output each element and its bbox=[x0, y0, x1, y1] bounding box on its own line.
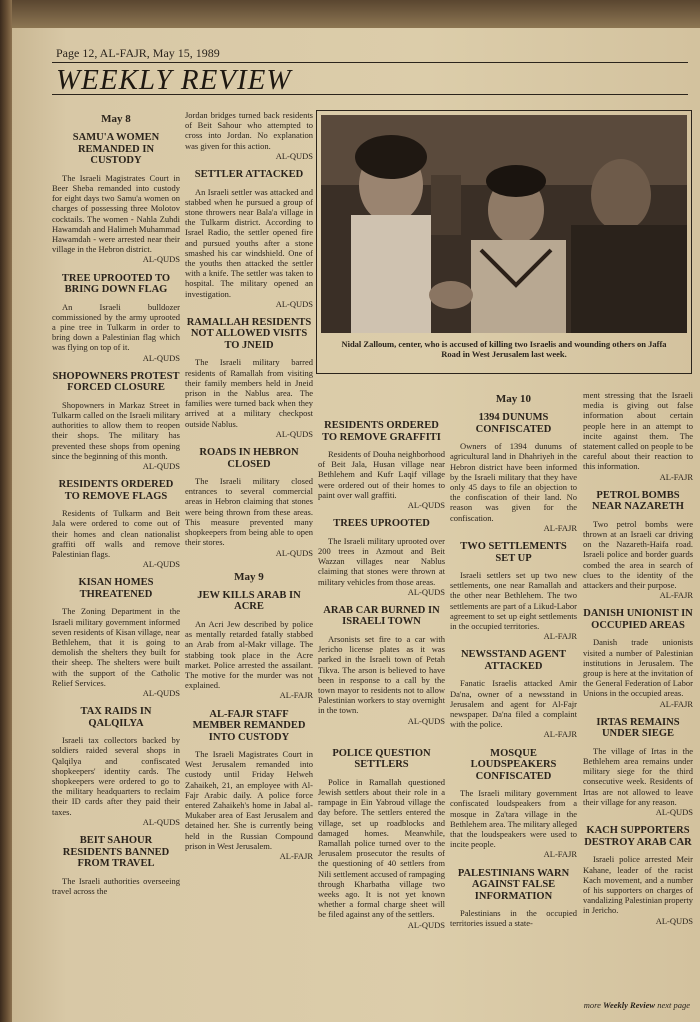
article-source: AL-FAJR bbox=[279, 851, 313, 862]
article-headline: 1394 DUNUMS CONFISCATED bbox=[475, 412, 552, 435]
article-headline: TWO SETTLEMENTS SET UP bbox=[460, 541, 567, 564]
article-body: Two petrol bombs were thrown at an Israeli car driving on the Nazareth-Haifa road. Israeli police and border guards combed the area in search of clues to the identity of the attackers and their purpose. bbox=[583, 518, 693, 591]
page-folio: Page 12, AL-FAJR, May 15, 1989 bbox=[56, 46, 220, 60]
column-5 bbox=[583, 390, 693, 928]
article-source: AL-QUDS bbox=[407, 500, 445, 511]
article-body: Israeli police arrested Meir Kahane, leader of the racist Kach movement, and a number of his supporters on charges of vandalizing Palestinian property in Jericho. bbox=[583, 854, 693, 916]
article-body: The Israeli military barred residents of Ramallah from visiting their family members held in Jneid prison in the Nablus area. The families were turned back when they arrived at a military checkpost outside Nablus. bbox=[185, 357, 313, 429]
article-headline: MOSQUE LOUDSPEAKERS CONFISCATED bbox=[470, 747, 557, 782]
article-headline: RESIDENTS ORDERED TO REMOVE FLAGS bbox=[58, 479, 174, 502]
article-body: Fanatic Israelis attacked Amir Da'na, owner of a newsstand in Jerusalem and agent for Al-Fajr newspaper. Da'na filed a complaint with the police. bbox=[450, 678, 577, 730]
article-body: An Israeli settler was attacked and stabbed when he pursued a group of stone throwers near Bala'a village in the Tulkarm district. According to Israel Radio, the settler opened fire and pursued youths after a stone smashed his car windshield. One of the youths then attacked the settler with a knife. The settler was taken to hospital. The military opened an investigation. bbox=[185, 186, 313, 299]
article-source: AL-FAJR bbox=[543, 522, 577, 533]
photo-illustration bbox=[321, 115, 687, 333]
article-source: AL-QUDS bbox=[407, 715, 445, 726]
article-source: AL-FAJR bbox=[659, 698, 693, 709]
article-headline: RESIDENTS ORDERED TO REMOVE GRAFFITI bbox=[322, 420, 441, 443]
article-body-continued: Jordan bridges turned back residents of Beit Sahour who attempted to cross into Jordan. No explanation was given for this action. bbox=[185, 110, 313, 151]
newspaper-page bbox=[12, 28, 700, 1022]
article-headline: SAMU'A WOMEN REMANDED IN CUSTODY bbox=[72, 132, 160, 167]
header-rule-top bbox=[52, 62, 688, 63]
article-source: AL-QUDS bbox=[407, 919, 445, 930]
article-body: The Israeli military government confiscated loudspeakers from a mosque in Za'tara village in the Bethlehem area. The military alleged that the loudspeakers were used to incite people. bbox=[450, 788, 577, 850]
article-source: AL-FAJR bbox=[543, 729, 577, 740]
date-heading: May 8 bbox=[101, 113, 131, 125]
article-headline: ARAB CAR BURNED IN ISRAELI TOWN bbox=[323, 604, 440, 628]
article-body: An Israeli bulldozer commissioned by the army uprooted a pine tree in Tulkarm in order to bring down a Palestinian flag which was flying on top of it. bbox=[52, 301, 180, 353]
article-body: The Israeli Magistrates Court in Beer Sheba remanded into custody for eight days two Samu'a women on charges of possessing three Molotov cocktails. The women - Nahla Zuhdi Hawamdah and Halimeh Muhammad Hawamdah - were arrested near their village in the Hebron district. bbox=[52, 172, 180, 255]
article-headline: PALESTINIANS WARN AGAINST FALSE INFORMATION bbox=[457, 867, 570, 902]
article-source: AL-QUDS bbox=[275, 150, 313, 161]
article-headline: JEW KILLS ARAB IN ACRE bbox=[197, 589, 301, 613]
article-body: The Israeli military closed entrances to several commercial areas in Hebron claiming that stones were being thrown from these areas. This measure prevented many shopkeepers from being able to open their stores. bbox=[185, 476, 313, 548]
article-body-continued: ment stressing that the Israeli media is giving out false information about certain people here in an attempt to incite against them. The statement called on people to be careful about their reaction to this information. bbox=[583, 390, 693, 472]
continued-suffix: next page bbox=[657, 1000, 690, 1010]
article-source: AL-QUDS bbox=[142, 559, 180, 570]
article-headline: DANISH UNIONIST IN OCCUPIED AREAS bbox=[583, 608, 693, 631]
article-source: AL-QUDS bbox=[655, 915, 693, 926]
article-body: The village of Irtas in the Bethlehem area remains under military siege for the third consecutive week. Residents of Irtas are not allowed to leave their village for any reason. bbox=[583, 745, 693, 807]
article-body: The Israeli authorities overseeing travel across the bbox=[52, 875, 180, 896]
article-headline: RAMALLAH RESIDENTS NOT ALLOWED VISITS TO JNEID bbox=[186, 316, 312, 351]
page-binding bbox=[0, 0, 12, 1022]
article-headline: AL-FAJR STAFF MEMBER REMANDED INTO CUSTODY bbox=[192, 708, 306, 743]
article-source: AL-QUDS bbox=[142, 460, 180, 471]
article-headline: TREES UPROOTED bbox=[333, 518, 430, 530]
date-heading: May 9 bbox=[234, 570, 264, 583]
article-headline: TAX RAIDS IN QALQILYA bbox=[80, 706, 152, 729]
continued-prefix: more bbox=[583, 1000, 601, 1010]
section-title: WEEKLY REVIEW bbox=[56, 64, 292, 96]
article-headline: ROADS IN HEBRON CLOSED bbox=[199, 447, 299, 470]
article-body: Palestinians in the occupied territories issued a state- bbox=[450, 908, 577, 929]
news-photo-frame bbox=[316, 110, 692, 374]
article-body: Police in Ramallah questioned Jewish settlers about their role in a rampage in Ein Yabroud village the day before. The settlers entered the village, set up roadblocks and damaged homes. Meanwhile, Ramallah police turned over to the Jerusalem prosecutor the results of the questioning of 40 settlers from Nili settlement accused of rampaging through Kharbatha village two weeks ago. It is not yet known whether a formal charge sheet will be filed against any of the settlers. bbox=[318, 776, 445, 920]
article-headline: IRTAS REMAINS UNDER SIEGE bbox=[596, 716, 680, 740]
article-body: Danish trade unionists visited a number of Palestinian institutions in Jerusalem. The group is here at the invitation of the General Federation of Labor Unions in the occupied areas. bbox=[583, 637, 693, 699]
date-heading: May 10 bbox=[495, 393, 532, 405]
article-source: AL-FAJR bbox=[659, 471, 693, 482]
article-body: An Acri Jew described by police as mentally retarded fatally stabbed an Arab from al-Makr village. The stabbing took place in the Acre market. Police arrested the assailant. The motive for the murder was not explained. bbox=[185, 618, 313, 691]
column-2 bbox=[185, 110, 313, 863]
previous-page-edge bbox=[12, 0, 700, 28]
article-source: AL-QUDS bbox=[142, 254, 180, 265]
article-source: AL-FAJR bbox=[543, 631, 577, 642]
article-headline: NEWSSTAND AGENT ATTACKED bbox=[460, 649, 567, 672]
photo-caption: Nidal Zalloum, center, who is accused of killing two Israelis and wounding others on Jaffa Road in West Jerusalem last week. bbox=[341, 339, 667, 359]
article-source: AL-FAJR bbox=[279, 690, 313, 701]
article-body: The Israeli Magistrates Court in West Jerusalem remanded into custody until Friday Helweh Zahaikeh, 21, an employee with Al-Fajr Arabic daily. A police force entered Zahaikeh's home in Jabal al-Mukaber area of East Jerusalem and detained her. She is currently being held in the Russian Compound prison in West Jerusalem. bbox=[185, 749, 313, 851]
article-source: AL-QUDS bbox=[275, 547, 313, 558]
article-headline: KISAN HOMES THREATENED bbox=[78, 577, 154, 600]
article-body: Israeli settlers set up two new settlements, one near Ramallah and the other near Bethlehem. The two settlements are part of a Likud-Labor agreement to set up eight settlements in the occupied territories. bbox=[450, 570, 577, 632]
article-body: Residents of Tulkarm and Beit Jala were ordered to come out of their homes and clean nationalist graffiti off walls and remove Palestinian flags. bbox=[52, 508, 180, 559]
article-headline: BEIT SAHOUR RESIDENTS BANNED FROM TRAVEL bbox=[62, 835, 170, 870]
article-body: The Zoning Department in the Israeli military government informed seven residents of Kisan village, near Bethlehem, that it is going to demolish the shelters they built for their sheep. The shelters were built with the support of the Catholic Relief Services. bbox=[52, 606, 180, 688]
column-3 bbox=[318, 390, 445, 932]
column-1 bbox=[52, 110, 180, 896]
article-headline: POLICE QUESTION SETTLERS bbox=[332, 747, 431, 771]
news-photo bbox=[321, 115, 687, 333]
header-rule-bottom bbox=[52, 94, 688, 95]
article-source: AL-QUDS bbox=[275, 298, 313, 309]
article-body: Owners of 1394 dunums of agricultural land in Dhahriyeh in the Hebron district have been informed by the Israeli military that they have only 45 days to file an objection to the confiscation of their land. No reason was given for the confiscation. bbox=[450, 441, 577, 523]
article-body: Residents of Douha neighborhood of Beit Jala, Husan village near Bethlehem and Kufr Laqif village were ordered out of their homes to paint over wall graffiti. bbox=[318, 449, 445, 500]
article-headline: SETTLER ATTACKED bbox=[194, 169, 304, 181]
article-source: AL-FAJR bbox=[659, 590, 693, 601]
article-source: AL-QUDS bbox=[142, 816, 180, 827]
continued-next-page bbox=[584, 1000, 690, 1010]
article-headline: KACH SUPPORTERS DESTROY ARAB CAR bbox=[584, 825, 692, 848]
continued-section: Weekly Review bbox=[603, 1000, 656, 1010]
article-headline: SHOPOWNERS PROTEST FORCED CLOSURE bbox=[52, 370, 180, 394]
article-source: AL-FAJR bbox=[543, 849, 577, 860]
article-body: Israeli tax collectors backed by soldiers raided several shops in Qalqilya and confiscated shopkeepers' identity cards. The shopkeepers were ordered to go to the military headquarters to reclaim their ID cards after they paid their taxes. bbox=[52, 735, 180, 817]
article-body: Arsonists set fire to a car with Jericho license plates as it was parked in the Israeli town of Petah Tikva. The arson is believed to have been in response to a call by the town mayor to residents not to allow Palestinian workers to stay overnight in the town. bbox=[318, 633, 445, 716]
article-source: AL-QUDS bbox=[142, 688, 180, 699]
article-body: Shopowners in Markaz Street in Tulkarm called on the Israeli military authorities to allow them to reopen their shops. The military has prevented these shops from opening since the beginning of this month. bbox=[52, 399, 180, 461]
article-body: The Israeli military uprooted over 200 trees in Azmout and Beit Wazzan villages near Nablus claiming that stones were thrown at military vehicles from those areas. bbox=[318, 535, 445, 587]
article-source: AL-QUDS bbox=[407, 586, 445, 597]
article-source: AL-QUDS bbox=[142, 352, 180, 363]
article-source: AL-QUDS bbox=[275, 428, 313, 439]
article-headline: TREE UPROOTED TO BRING DOWN FLAG bbox=[61, 272, 171, 296]
article-headline: PETROL BOMBS NEAR NAZARETH bbox=[592, 489, 684, 513]
column-4 bbox=[450, 390, 577, 929]
article-source: AL-QUDS bbox=[655, 807, 693, 818]
